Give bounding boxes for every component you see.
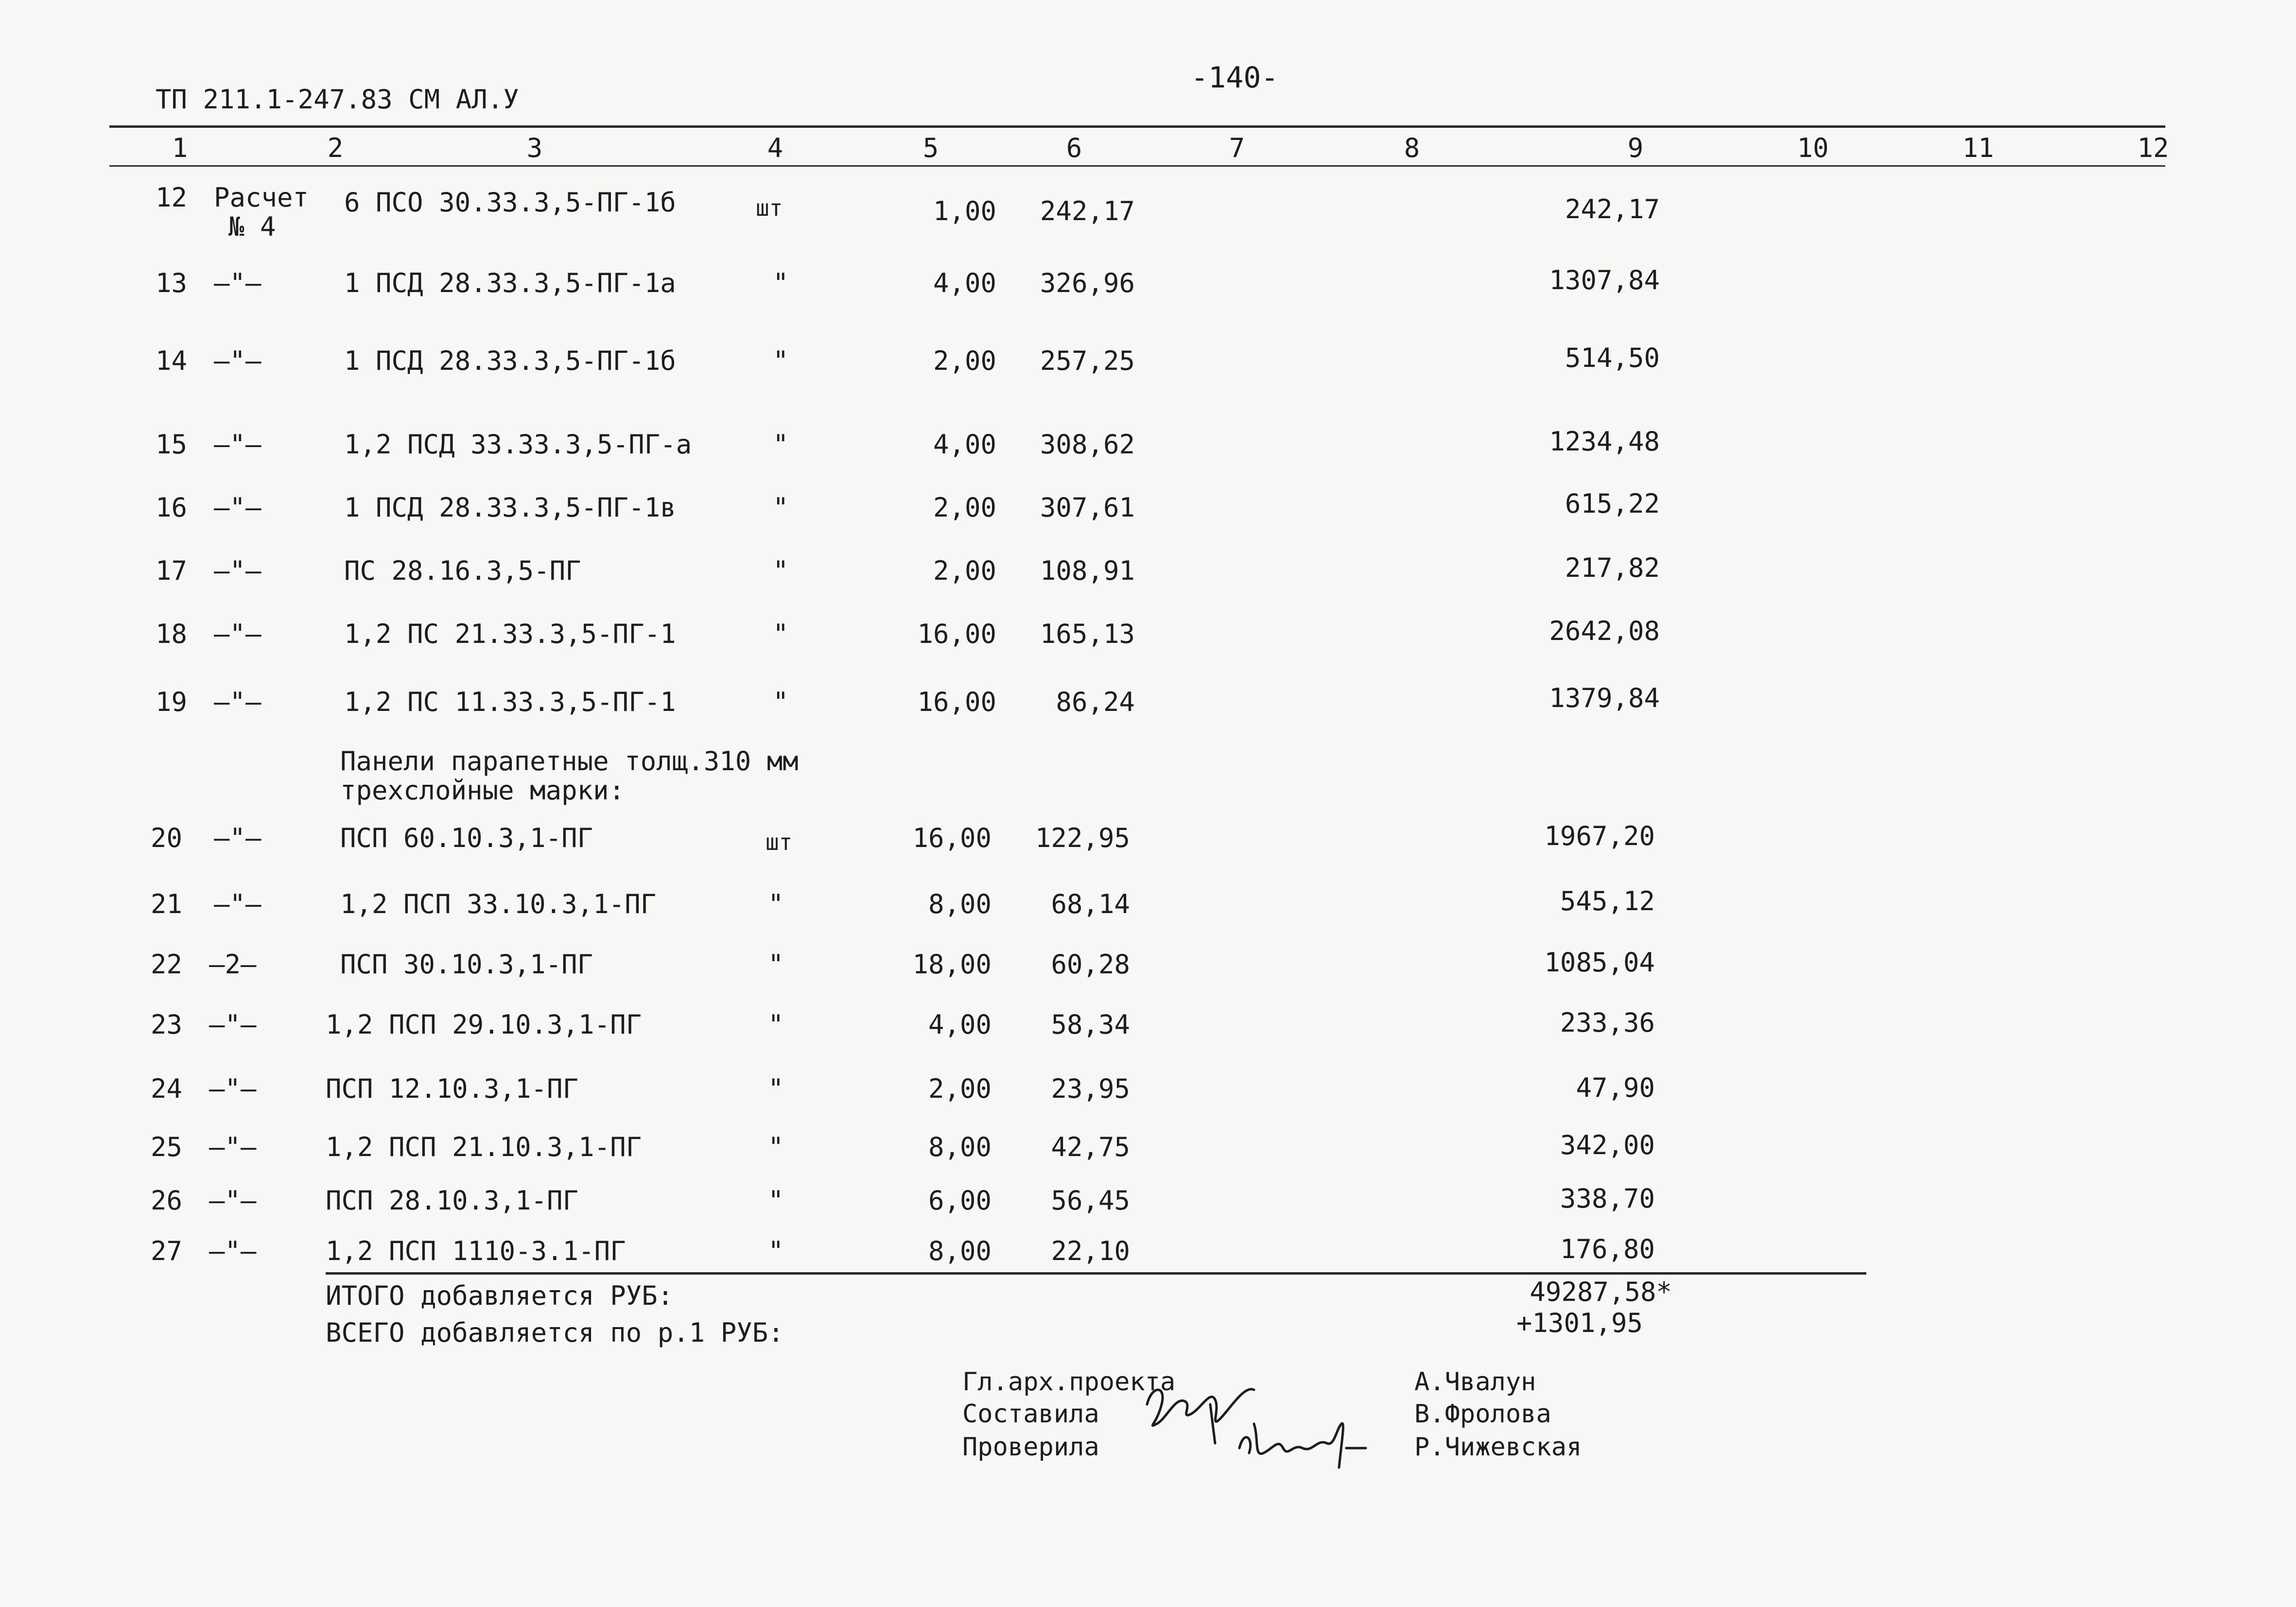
- row-mark: 1,2 ПСП 33.10.3,1-ПГ: [340, 889, 657, 919]
- row-mark: ПСП 28.10.3,1-ПГ: [326, 1185, 579, 1216]
- column-header: 8: [1404, 133, 1420, 163]
- row-mark: 1 ПСД 28.33.3,5-ПГ-1в: [344, 492, 676, 523]
- itogo-value: 49287,58*: [1530, 1277, 1672, 1307]
- row-reference: —"—: [214, 889, 261, 919]
- row-price: 308,62: [1040, 429, 1135, 460]
- row-total: 1234,48: [1549, 426, 1660, 457]
- row-number: 13: [155, 268, 187, 298]
- signature-role: Составила: [962, 1400, 1099, 1429]
- itogo-label: ИТОГО добавляется РУБ:: [326, 1280, 674, 1311]
- header-bottom-rule: [109, 165, 2165, 167]
- row-unit: ": [773, 268, 789, 298]
- row-quantity: 8,00: [928, 1132, 991, 1162]
- row-mark: 1,2 ПС 11.33.3,5-ПГ-1: [344, 687, 676, 717]
- row-unit: ": [773, 619, 789, 649]
- row-reference: —"—: [214, 346, 261, 376]
- row-reference: —"—: [209, 1009, 257, 1040]
- row-quantity: 2,00: [933, 346, 996, 376]
- row-mark: 6 ПСО 30.33.3,5-ПГ-1б: [344, 187, 676, 218]
- row-reference: —"—: [209, 1132, 257, 1162]
- row-quantity: 2,00: [933, 492, 996, 523]
- row-unit: ": [768, 1009, 784, 1040]
- row-total: 2642,08: [1549, 616, 1660, 646]
- signature-role: Проверила: [962, 1433, 1099, 1462]
- row-quantity: 1,00: [933, 196, 996, 226]
- row-unit: ": [768, 1236, 784, 1266]
- row-unit: шт: [765, 829, 793, 855]
- row-total: 514,50: [1565, 343, 1660, 373]
- document-code: ТП 211.1-247.83 СМ АЛ.У: [156, 84, 519, 115]
- row-number: 21: [150, 889, 182, 919]
- row-number: 15: [155, 429, 187, 460]
- row-unit: ": [768, 889, 784, 919]
- column-header: 9: [1627, 133, 1644, 163]
- row-total: 176,80: [1560, 1234, 1655, 1264]
- row-mark: 1,2 ПСП 21.10.3,1-ПГ: [326, 1132, 642, 1162]
- row-reference: —2—: [209, 949, 257, 980]
- row-number: 24: [150, 1073, 182, 1104]
- row-price: 242,17: [1040, 196, 1135, 226]
- row-unit: ": [768, 1185, 784, 1216]
- row-quantity: 16,00: [917, 687, 996, 717]
- row-price: 86,24: [1056, 687, 1135, 717]
- row-price: 165,13: [1040, 619, 1135, 649]
- row-quantity: 8,00: [928, 889, 991, 919]
- row-quantity: 16,00: [912, 823, 991, 853]
- row-mark: 1,2 ПСП 29.10.3,1-ПГ: [326, 1009, 642, 1040]
- row-reference-number: № 4: [228, 211, 276, 242]
- row-unit: ": [768, 1073, 784, 1104]
- column-header: 10: [1797, 133, 1829, 163]
- row-mark: 1,2 ПС 21.33.3,5-ПГ-1: [344, 619, 676, 649]
- column-header: 4: [767, 133, 783, 163]
- row-price: 56,45: [1051, 1185, 1130, 1216]
- row-number: 25: [150, 1132, 182, 1162]
- row-price: 326,96: [1040, 268, 1135, 298]
- column-header: 1: [172, 133, 188, 163]
- column-header: 5: [922, 133, 939, 163]
- row-quantity: 4,00: [928, 1009, 991, 1040]
- row-price: 60,28: [1051, 949, 1130, 980]
- row-total: 242,17: [1565, 194, 1660, 225]
- row-quantity: 8,00: [928, 1236, 991, 1266]
- row-reference: —"—: [214, 619, 261, 649]
- row-price: 108,91: [1040, 555, 1135, 586]
- row-unit: ": [773, 492, 789, 523]
- row-total: 342,00: [1560, 1130, 1655, 1160]
- row-total: 1379,84: [1549, 683, 1660, 713]
- row-number: 23: [150, 1009, 182, 1040]
- row-unit: шт: [756, 195, 783, 221]
- vsego-value: +1301,95: [1516, 1308, 1643, 1338]
- row-quantity: 2,00: [933, 555, 996, 586]
- totals-rule: [326, 1272, 1866, 1275]
- row-quantity: 4,00: [933, 429, 996, 460]
- row-price: 307,61: [1040, 492, 1135, 523]
- row-number: 17: [155, 555, 187, 586]
- row-number: 20: [150, 823, 182, 853]
- row-unit: ": [773, 687, 789, 717]
- signature-role: Гл.арх.проекта: [962, 1367, 1176, 1397]
- section-note-line2: трехслойные марки:: [340, 775, 625, 806]
- row-total: 233,36: [1560, 1007, 1655, 1038]
- row-mark: 1 ПСД 28.33.3,5-ПГ-1а: [344, 268, 676, 298]
- row-reference: —"—: [214, 429, 261, 460]
- column-header: 11: [1962, 133, 1994, 163]
- row-total: 545,12: [1560, 886, 1655, 916]
- row-mark: ПСП 60.10.3,1-ПГ: [340, 823, 593, 853]
- row-number: 18: [155, 619, 187, 649]
- column-header: 12: [2137, 133, 2169, 163]
- row-quantity: 2,00: [928, 1073, 991, 1104]
- row-reference: —"—: [214, 268, 261, 298]
- handwritten-signature-2: [1235, 1409, 1371, 1477]
- row-price: 23,95: [1051, 1073, 1130, 1104]
- row-total: 1085,04: [1544, 947, 1655, 978]
- row-total: 217,82: [1565, 553, 1660, 583]
- signature-name: Р.Чижевская: [1414, 1433, 1582, 1462]
- column-header: 2: [327, 133, 344, 163]
- row-quantity: 4,00: [933, 268, 996, 298]
- row-mark: ПС 28.16.3,5-ПГ: [344, 555, 581, 586]
- row-mark: ПСП 12.10.3,1-ПГ: [326, 1073, 579, 1104]
- row-price: 68,14: [1051, 889, 1130, 919]
- row-number: 12: [155, 182, 187, 213]
- row-total: 1307,84: [1549, 265, 1660, 295]
- row-price: 58,34: [1051, 1009, 1130, 1040]
- row-total: 1967,20: [1544, 821, 1655, 851]
- row-unit: ": [768, 1132, 784, 1162]
- row-unit: ": [773, 429, 789, 460]
- row-price: 122,95: [1035, 823, 1130, 853]
- row-price: 22,10: [1051, 1236, 1130, 1266]
- row-quantity: 16,00: [917, 619, 996, 649]
- row-mark: 1,2 ПСП 1110-3.1-ПГ: [326, 1236, 626, 1266]
- column-header: 3: [526, 133, 543, 163]
- section-note-line1: Панели парапетные толщ.310 мм: [340, 746, 799, 777]
- row-quantity: 18,00: [912, 949, 991, 980]
- row-reference: Расчет: [214, 182, 309, 213]
- row-total: 47,90: [1576, 1072, 1655, 1103]
- row-unit: ": [773, 555, 789, 586]
- row-reference: —"—: [214, 492, 261, 523]
- row-unit: ": [768, 949, 784, 980]
- row-reference: —"—: [209, 1236, 257, 1266]
- row-reference: —"—: [209, 1073, 257, 1104]
- row-price: 42,75: [1051, 1132, 1130, 1162]
- row-number: 22: [150, 949, 182, 980]
- row-number: 19: [155, 687, 187, 717]
- signature-name: В.Фролова: [1414, 1400, 1551, 1429]
- page-number: -140-: [1191, 61, 1279, 95]
- row-number: 16: [155, 492, 187, 523]
- row-reference: —"—: [214, 687, 261, 717]
- row-total: 338,70: [1560, 1183, 1655, 1214]
- column-header: 6: [1066, 133, 1082, 163]
- row-mark: 1 ПСД 28.33.3,5-ПГ-1б: [344, 346, 676, 376]
- row-number: 27: [150, 1236, 182, 1266]
- row-quantity: 6,00: [928, 1185, 991, 1216]
- row-reference: —"—: [209, 1185, 257, 1216]
- row-total: 615,22: [1565, 488, 1660, 519]
- header-top-rule: [109, 125, 2165, 128]
- row-reference: —"—: [214, 555, 261, 586]
- vsego-label: ВСЕГО добавляется по р.1 РУБ:: [326, 1317, 784, 1348]
- row-mark: 1,2 ПСД 33.33.3,5-ПГ-а: [344, 429, 692, 460]
- row-price: 257,25: [1040, 346, 1135, 376]
- row-mark: ПСП 30.10.3,1-ПГ: [340, 949, 593, 980]
- signature-name: А.Чвалун: [1414, 1367, 1536, 1397]
- row-number: 14: [155, 346, 187, 376]
- row-reference: —"—: [214, 823, 261, 853]
- column-header: 7: [1229, 133, 1245, 163]
- row-unit: ": [773, 346, 789, 376]
- row-number: 26: [150, 1185, 182, 1216]
